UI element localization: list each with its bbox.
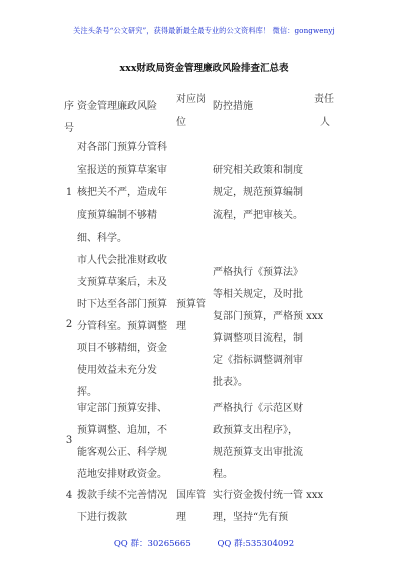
- row-4-measure-line-1: 实行资金拨付统一管 xxx: [213, 490, 324, 501]
- row-3-measure-line-4: 程。: [213, 469, 233, 480]
- row-2-number: 2: [65, 319, 73, 330]
- row-2-risk-line-1: 市人代会批准财政收: [77, 255, 167, 266]
- row-2-risk-line-3: 时下达至各部门预算: [77, 299, 167, 310]
- row-2-measure-line-6: 批表》。: [213, 377, 248, 388]
- row-2-risk-line-5: 项目不够精细，资金: [77, 343, 167, 354]
- row-2-risk-line-4: 分管科室。预算调整: [77, 321, 167, 332]
- row-2-measure-line-2: 等相关规定，及时批: [213, 289, 303, 300]
- qq-group-1: QQ 群：30265665: [113, 539, 191, 549]
- row-4-risk-line-2: 下进行拨款: [77, 512, 127, 523]
- row-3-risk-line-1: 审定部门预算安排、: [77, 403, 167, 414]
- row-3-measure-line-1: 严格执行《示范区财: [213, 403, 303, 414]
- row-3-risk-line-2: 预算调整、追加，不: [77, 425, 167, 436]
- row-3-measure-line-3: 规范预算支出审批流: [213, 447, 303, 458]
- row-1-measure-line-2: 规定，规范预算编制: [213, 187, 303, 198]
- row-2-measure-line-5: 定《指标调整调剂审: [213, 355, 303, 366]
- row-4-risk-line-1: 拨款手续不完善情况: [77, 490, 167, 501]
- row-1-risk-line-3: 核把关不严，造成年: [77, 187, 167, 198]
- header-person-line-1: 责任: [314, 94, 334, 105]
- row-1-measure-line-3: 流程，严把审核关。: [213, 210, 303, 221]
- row-3-number: 3: [65, 435, 73, 446]
- header-seq-line-2: 号: [64, 123, 74, 134]
- row-2-post-line-1: 预算管: [176, 299, 206, 310]
- promo-banner: 关注头条号“公文研究”，获得最新最全最专业的公文资料库！ 微信：gongwenyj: [73, 26, 335, 35]
- header-post-line-1: 对应岗: [176, 94, 206, 105]
- row-3-risk-line-4: 范地安排财政资金。: [77, 469, 167, 480]
- row-1-risk-line-2: 室报送的预算草案审: [77, 165, 167, 176]
- row-2-post-line-2: 理: [176, 321, 186, 332]
- row-2-measure-line-4: 算调整项目流程，制: [213, 333, 303, 344]
- row-2-risk-line-6: 使用效益未充分发: [77, 365, 157, 376]
- row-4-measure-line-2: 理，坚持“先有预: [213, 512, 289, 523]
- row-2-measure-line-1: 严格执行《预算法》: [213, 267, 303, 278]
- qq-group-footer: [0, 537, 408, 549]
- row-1-measure-line-1: 研究相关政策和制度: [213, 165, 303, 176]
- qq-group-2: QQ 群:535304092: [217, 539, 295, 549]
- header-risk: 资金管理廉政风险: [77, 101, 157, 112]
- row-1-number: 1: [65, 187, 73, 198]
- row-2-measure-line-3: 复部门预算，严格预 xxx: [213, 311, 324, 322]
- header-post-line-2: 位: [176, 117, 186, 128]
- row-2-risk-line-2: 支预算草案后，未及: [77, 277, 167, 288]
- row-1-risk-line-1: 对各部门预算分管科: [77, 142, 167, 153]
- row-1-risk-line-4: 度预算编制不够精: [77, 210, 157, 221]
- row-4-post-line-1: 国库管: [176, 490, 206, 501]
- row-3-risk-line-3: 能客观公正、科学规: [77, 447, 167, 458]
- row-4-number: 4: [65, 490, 73, 501]
- row-4-post-line-2: 理: [176, 512, 186, 523]
- row-2-risk-line-7: 挥。: [77, 387, 97, 398]
- row-3-measure-line-2: 政预算支出程序》，: [213, 425, 298, 436]
- header-person-line-2: 人: [320, 117, 330, 128]
- header-measure: 防控措施: [213, 101, 253, 112]
- header-seq-line-1: 序: [64, 101, 74, 112]
- row-1-risk-line-5: 细、科学。: [77, 233, 127, 244]
- document-title: xxx财政局资金管理廉政风险排查汇总表: [119, 63, 289, 74]
